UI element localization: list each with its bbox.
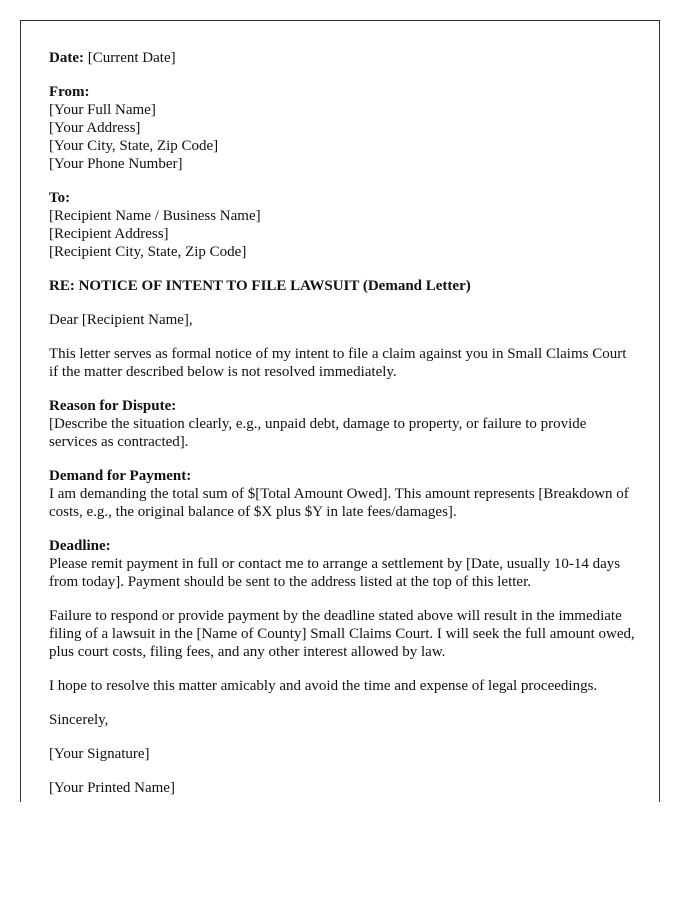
signature: [Your Signature] [49,746,150,762]
from-block [49,83,637,173]
to-block [49,189,637,261]
reason-section [49,397,637,451]
from-label: From: [49,84,90,100]
to-city: [Recipient City, State, Zip Code] [49,244,247,260]
from-address: [Your Address] [49,120,141,136]
reason-text: [Describe the situation clearly, e.g., unpaid debt, damage to property, or failure to provide services as contracted]. [49,416,587,450]
to-address: [Recipient Address] [49,226,169,242]
printed-name: [Your Printed Name] [49,780,175,796]
from-city: [Your City, State, Zip Code] [49,138,219,154]
demand-text: I am demanding the total sum of $[Total Amount Owed]. This amount represents [Breakdown of costs, e.g., the original balance of $X plus $Y in late fees/damages]. [49,486,629,520]
failure-paragraph: Failure to respond or provide payment by the deadline stated above will result in the immediate filing of a lawsuit in the [Name of County] Small Claims Court. I will seek the full amount owed, plus court costs, filing fees, and any other interest allowed by law. [49,608,635,660]
letter-body [49,49,637,802]
demand-section [49,467,637,521]
deadline-text: Please remit payment in full or contact me to arrange a settlement by [Date, usually 10-14 days from today]. Payment should be sent to the address listed at the top of this letter. [49,556,621,590]
from-phone: [Your Phone Number] [49,156,183,172]
deadline-section [49,537,637,591]
salutation: Dear [Recipient Name], [49,312,193,328]
to-label: To: [49,190,71,206]
date-label: Date: [49,50,84,66]
hope-paragraph: I hope to resolve this matter amicably and avoid the time and expense of legal proceedings. [49,678,598,694]
from-name: [Your Full Name] [49,102,156,118]
intro-paragraph: This letter serves as formal notice of my intent to file a claim against you in Small Claims Court if the matter described below is not resolved immediately. [49,346,627,380]
subject-line [49,277,637,295]
date-value: [Current Date] [87,50,176,66]
demand-label: Demand for Payment: [49,468,192,484]
date-line [49,49,637,67]
deadline-label: Deadline: [49,538,111,554]
to-name: [Recipient Name / Business Name] [49,208,261,224]
subject-text: RE: NOTICE OF INTENT TO FILE LAWSUIT (Demand Letter) [49,278,471,294]
reason-label: Reason for Dispute: [49,398,177,414]
closing: Sincerely, [49,712,109,728]
letter-page [20,20,660,802]
